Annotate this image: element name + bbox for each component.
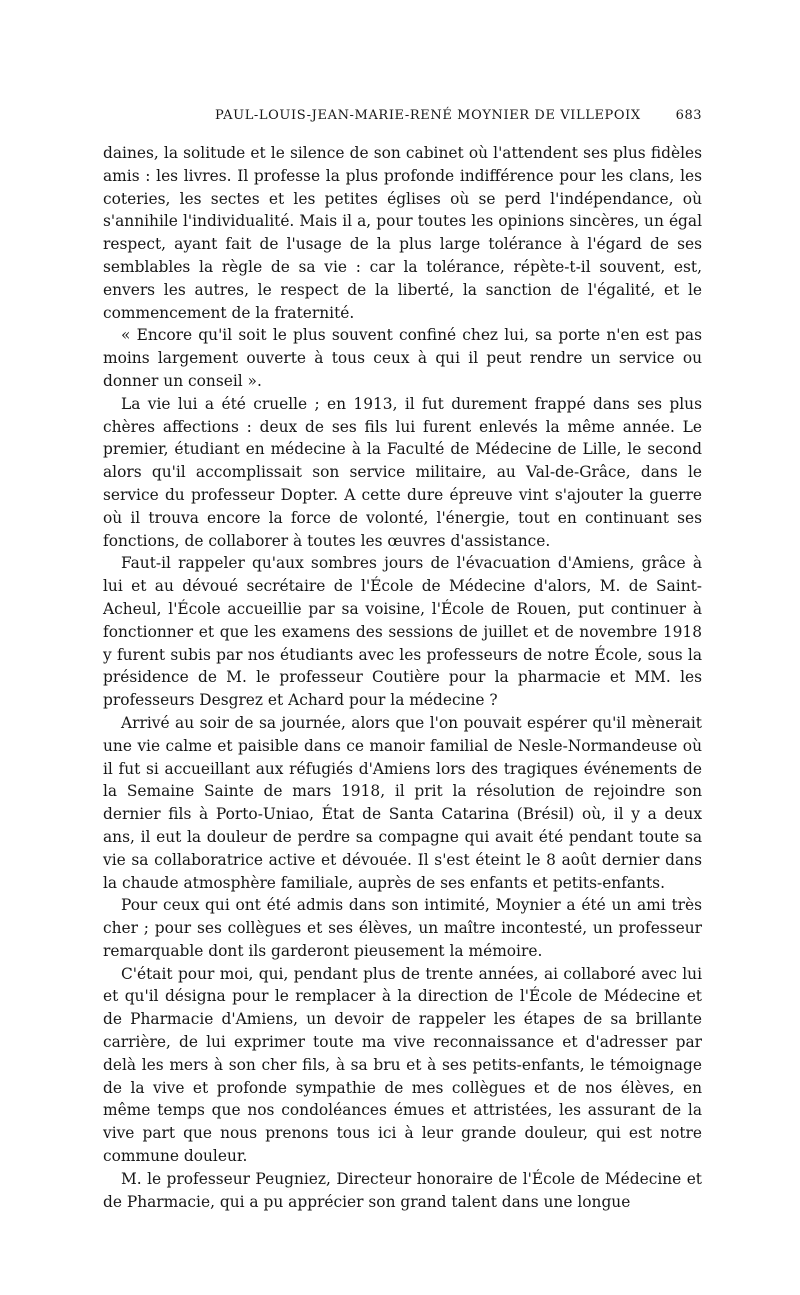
body-text [103,142,702,1213]
paragraph-tribute: Pour ceux qui ont été admis dans son intimité, Moynier a été un ami très cher ; pour ses collègues et ses élèves, un maître incontesté, un professeur remarquable dont ils garderont pieusement la mémoire. [103,896,702,960]
paragraph-departure: Arrivé au soir de sa journée, alors que l'on pouvait espérer qu'il mènerait une vie calme et paisible dans ce manoir familial de Nesle-Normandeuse où il fut si accueillant aux réfugiés d'Amiens lors des tragiques événements de la Semaine Sainte de mars 1918, il prit la résolution de rejoindre son dernier fils à Porto-Uniao, État de Santa Catarina (Brésil) où, il y a deux ans, il eut la douleur de perdre sa compagne qui avait été pendant toute sa vie sa collaboratrice active et dévouée. Il s'est éteint le 8 août dernier dans la chaude atmosphère familiale, auprès de ses enfants et petits-enfants. [103,713,702,892]
running-title: PAUL-LOUIS-JEAN-MARIE-RENÉ MOYNIER DE VILLEPOIX [215,108,641,123]
page [103,108,702,1213]
running-head [103,108,702,132]
paragraph-quote: « Encore qu'il soit le plus souvent confiné chez lui, sa porte n'en est pas moins largement ouverte à tous ceux à qui il peut rendre un service ou donner un conseil ». [103,326,702,390]
page-number: 683 [675,108,702,123]
paragraph-loss: La vie lui a été cruelle ; en 1913, il fut durement frappé dans ses plus chères affections : deux de ses fils lui furent enlevés la même année. Le premier, étudiant en médecine à la Faculté de Médecine de Lille, le second alors qu'il accomplissait son service militaire, au Val-de-Grâce, dans le service du professeur Dopter. A cette dure épreuve vint s'ajouter la guerre où il trouva encore la force de volonté, l'énergie, tout en continuant ses fonctions, de collaborer à toutes les œuvres d'assistance. [103,394,702,550]
paragraph-continuation: daines, la solitude et le silence de son cabinet où l'attendent ses plus fidèles amis : les livres. Il professe la plus profonde indifférence pour les clans, les coteries, les sectes et les petites églises où se perd l'indépendance, où s'annihile l'individualité. Mais il a, pour toutes les opinions sincères, un égal respect, ayant fait de l'usage de la plus large tolérance à l'égard de ses semblables la règle de sa vie : car la tolérance, répète-t-il souvent, est, envers les autres, le respect de la liberté, la sanction de l'égalité, et le commencement de la fraternité. [103,144,702,322]
paragraph-next: M. le professeur Peugniez, Directeur honoraire de l'École de Médecine et de Pharmacie, qui a pu apprécier son grand talent dans une longue [103,1169,702,1211]
paragraph-personal: C'était pour moi, qui, pendant plus de trente années, ai collaboré avec lui et qu'il désigna pour le remplacer à la direction de l'École de Médecine et de Pharmacie d'Amiens, un devoir de rappeler les étapes de sa brillante carrière, de lui exprimer toute ma vive reconnaissance et d'adresser par delà les mers à son cher fils, à sa bru et à ses petits-enfants, le témoignage de la vive et profonde sympathie de mes collègues et de nos élèves, en même temps que nos condoléances émues et attristées, les assurant de la vive part que nous prenons tous ici à leur grande douleur, qui est notre commune douleur. [103,964,702,1166]
paragraph-evacuation: Faut-il rappeler qu'aux sombres jours de l'évacuation d'Amiens, grâce à lui et au dévoué secrétaire de l'École de Médecine d'alors, M. de Saint-Acheul, l'École accueillie par sa voisine, l'École de Rouen, put continuer à fonctionner et que les examens des sessions de juillet et de novembre 1918 y furent subis par nos étudiants avec les professeurs de notre École, sous la présidence de M. le professeur Coutière pour la pharmacie et MM. les professeurs Desgrez et Achard pour la médecine ? [103,554,702,710]
